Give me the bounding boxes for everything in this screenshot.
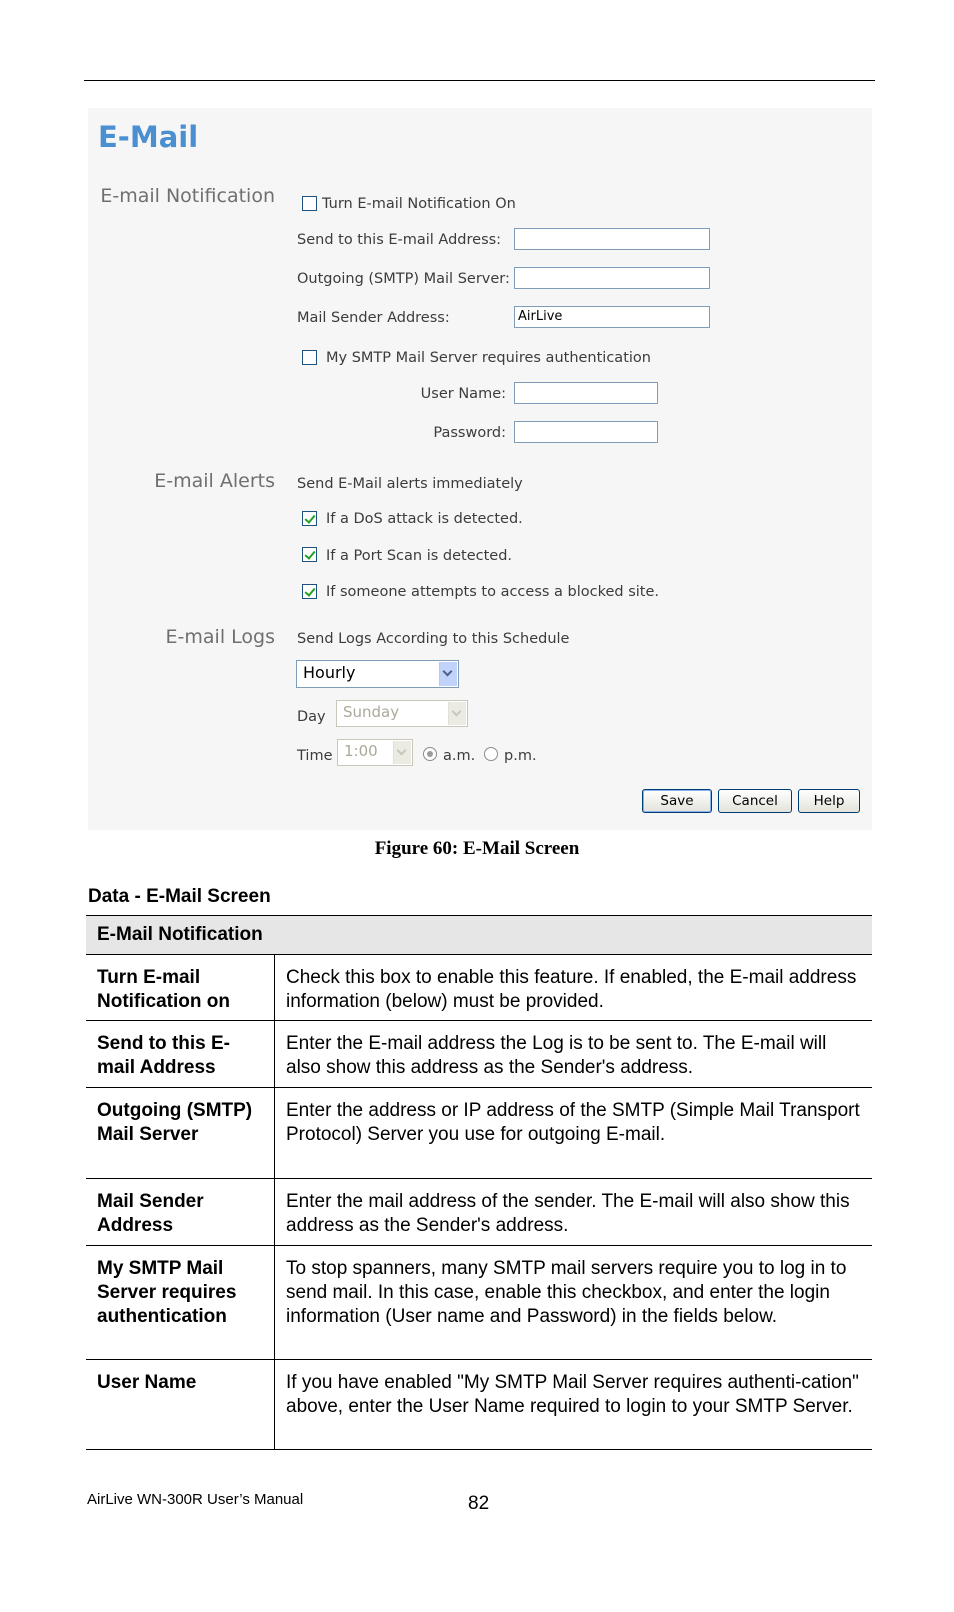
dos-alert-label: If a DoS attack is detected. xyxy=(326,511,523,527)
table-row xyxy=(86,1179,872,1246)
sender-address-input[interactable]: AirLive xyxy=(514,306,710,328)
smtp-server-input[interactable] xyxy=(514,267,710,289)
page-number: 82 xyxy=(468,1493,490,1514)
page-title: E-Mail xyxy=(98,120,199,154)
table-header: E-Mail Notification xyxy=(86,916,872,955)
am-label: a.m. xyxy=(443,748,476,764)
data-table xyxy=(86,915,872,1450)
day-selected-value: Sunday xyxy=(343,703,400,721)
time-label: Time xyxy=(297,748,333,764)
day-select[interactable] xyxy=(336,700,468,727)
email-screen-screenshot xyxy=(88,108,872,830)
pm-radio[interactable] xyxy=(484,747,498,761)
row-definition: To stop spanners, many SMTP mail servers require you to log in to send mail. In this case, enable this checkbox, and enter the login information (User name and Password) in the fields below. xyxy=(275,1246,873,1360)
table-title: Data - E-Mail Screen xyxy=(88,886,271,907)
time-select[interactable] xyxy=(337,739,413,766)
blocked-site-alert-label: If someone attempts to access a blocked site. xyxy=(326,584,660,600)
row-term: Mail Sender Address xyxy=(86,1179,275,1246)
footer-manual-title: AirLive WN-300R User’s Manual xyxy=(87,1491,304,1508)
pm-label: p.m. xyxy=(504,748,537,764)
portscan-alert-checkbox[interactable] xyxy=(302,547,317,562)
figure-caption: Figure 60: E-Mail Screen xyxy=(374,838,580,859)
schedule-selected-value: Hourly xyxy=(303,663,356,682)
sender-address-label: Mail Sender Address: xyxy=(297,310,450,326)
help-button[interactable]: Help xyxy=(798,789,860,813)
smtp-auth-label: My SMTP Mail Server requires authentication xyxy=(326,350,651,366)
row-term: User Name xyxy=(86,1360,275,1450)
row-definition: Enter the E-mail address the Log is to be sent to. The E-mail will also show this address as the Sender's address. xyxy=(275,1021,873,1088)
password-input[interactable] xyxy=(514,421,658,443)
row-term: Turn E-mail Notification on xyxy=(86,955,275,1021)
am-radio[interactable] xyxy=(423,747,437,761)
notification-section-label: E-mail Notification xyxy=(100,185,275,207)
chevron-down-icon xyxy=(448,702,466,725)
chevron-down-icon xyxy=(439,662,457,686)
header-rule xyxy=(84,80,875,81)
cancel-button[interactable]: Cancel xyxy=(718,789,792,813)
table-header-row xyxy=(86,916,872,955)
smtp-auth-checkbox[interactable] xyxy=(302,350,317,365)
row-definition: If you have enabled "My SMTP Mail Server requires authenti-cation" above, enter the User Name required to login to your SMTP Server. xyxy=(275,1360,873,1450)
save-button[interactable]: Save xyxy=(642,789,712,813)
send-to-label: Send to this E-mail Address: xyxy=(297,232,502,248)
row-term: My SMTP Mail Server requires authentication xyxy=(86,1246,275,1360)
logs-section-label: E-mail Logs xyxy=(165,626,275,648)
table-row xyxy=(86,955,872,1021)
day-label: Day xyxy=(297,709,326,725)
username-label: User Name: xyxy=(420,386,506,402)
smtp-server-label: Outgoing (SMTP) Mail Server: xyxy=(297,271,510,287)
row-definition: Enter the address or IP address of the SMTP (Simple Mail Transport Protocol) Server you use for outgoing E-mail. xyxy=(275,1088,873,1179)
row-definition: Check this box to enable this feature. If enabled, the E-mail address information (below) must be provided. xyxy=(275,955,873,1021)
turn-on-notification-checkbox[interactable] xyxy=(302,196,317,211)
username-input[interactable] xyxy=(514,382,658,404)
send-to-email-input[interactable] xyxy=(514,228,710,250)
table-row xyxy=(86,1088,872,1179)
alerts-section-label: E-mail Alerts xyxy=(154,470,275,492)
logs-intro: Send Logs According to this Schedule xyxy=(297,631,570,647)
dos-alert-checkbox[interactable] xyxy=(302,511,317,526)
alerts-intro: Send E-Mail alerts immediately xyxy=(297,476,523,492)
table-row xyxy=(86,1021,872,1088)
portscan-alert-label: If a Port Scan is detected. xyxy=(326,548,513,564)
table-row xyxy=(86,1360,872,1450)
table-row xyxy=(86,1246,872,1360)
row-term: Send to this E-mail Address xyxy=(86,1021,275,1088)
turn-on-notification-label: Turn E-mail Notification On xyxy=(322,196,516,212)
schedule-select[interactable] xyxy=(296,660,459,688)
row-term: Outgoing (SMTP) Mail Server xyxy=(86,1088,275,1179)
password-label: Password: xyxy=(433,425,506,441)
chevron-down-icon xyxy=(393,741,411,764)
row-definition: Enter the mail address of the sender. The E-mail will also show this address as the Sender's address. xyxy=(275,1179,873,1246)
blocked-site-alert-checkbox[interactable] xyxy=(302,584,317,599)
time-selected-value: 1:00 xyxy=(344,742,378,760)
